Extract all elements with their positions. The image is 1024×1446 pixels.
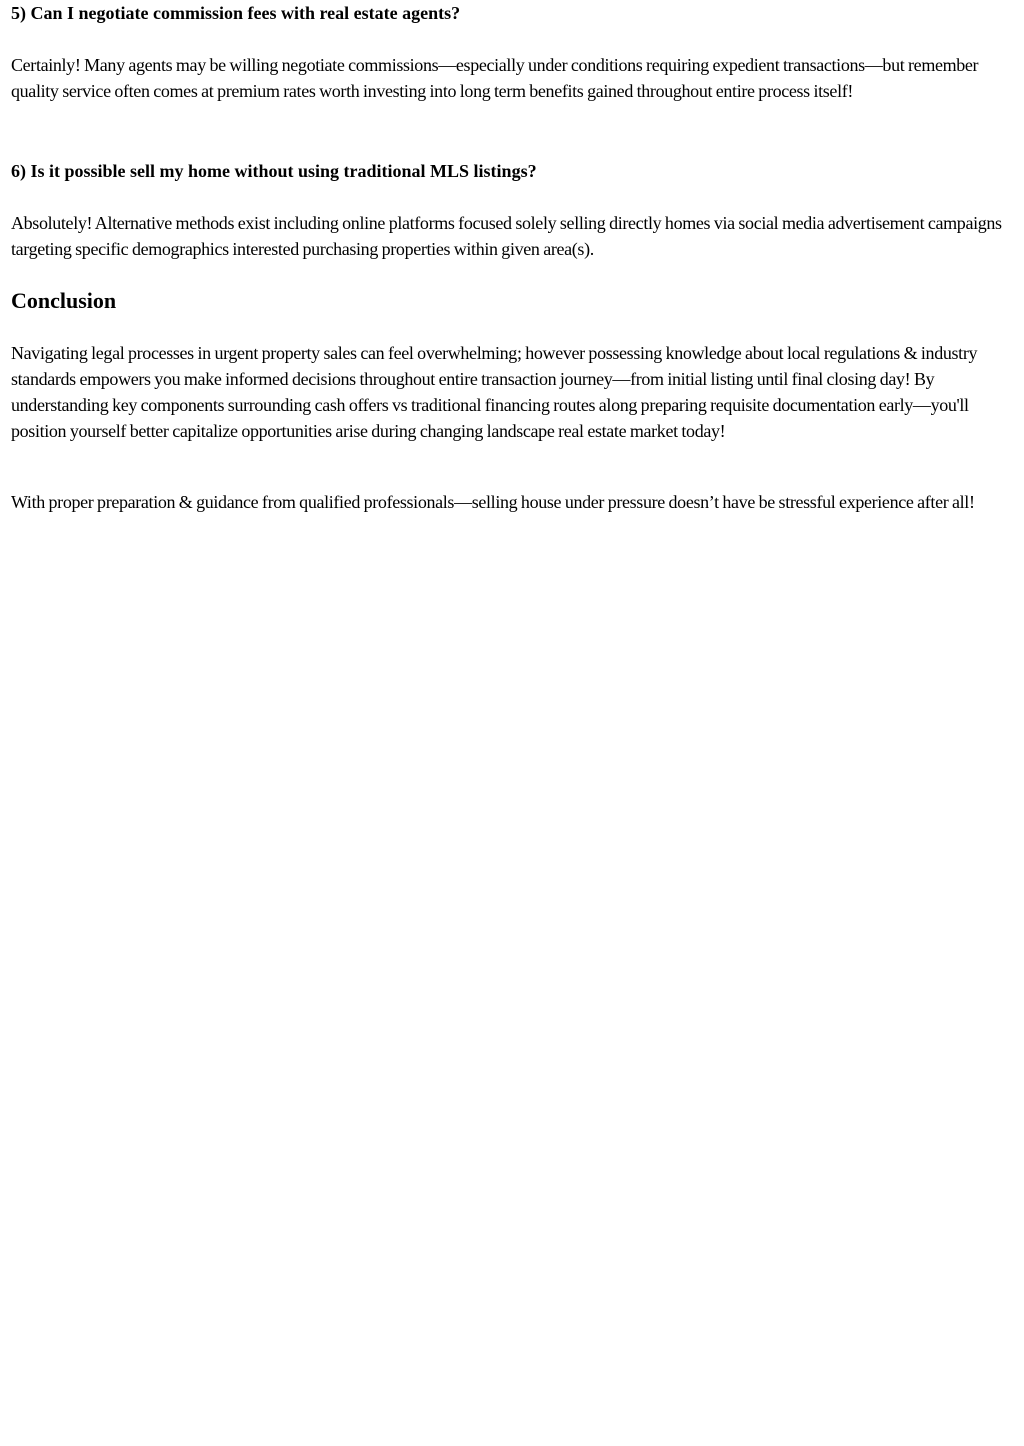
conclusion-paragraph-1: Navigating legal processes in urgent property sales can feel overwhelming; however possessing knowledge about local regulations & industry standards empowers you make informed decisions throughout entire transaction journey—from initial listing until final closing day! By understanding key components surrounding cash offers vs traditional financing routes along preparing requisite documentation early—you'll position yourself better capitalize opportunities arise during changing landscape real estate market today! <box>11 343 978 441</box>
faq-question-5: 5) Can I negotiate commission fees with real estate agents? <box>11 3 461 23</box>
faq-question-6: 6) Is it possible sell my home without using traditional MLS listings? <box>11 161 537 181</box>
conclusion-paragraph-2: With proper preparation & guidance from qualified professionals—selling house under pressure doesn’t have be stressful experience after all! <box>11 492 975 512</box>
faq-answer-6: Absolutely! Alternative methods exist including online platforms focused solely selling directly homes via social media advertisement campaigns targeting specific demographics interested purchasing properties within given area(s). <box>11 213 1002 259</box>
conclusion-heading: Conclusion <box>11 288 117 313</box>
faq-answer-5: Certainly! Many agents may be willing negotiate commissions—especially under conditions requiring expedient transactions—but remember quality service often comes at premium rates worth investing into long term benefits gained throughout entire process itself! <box>11 55 979 101</box>
